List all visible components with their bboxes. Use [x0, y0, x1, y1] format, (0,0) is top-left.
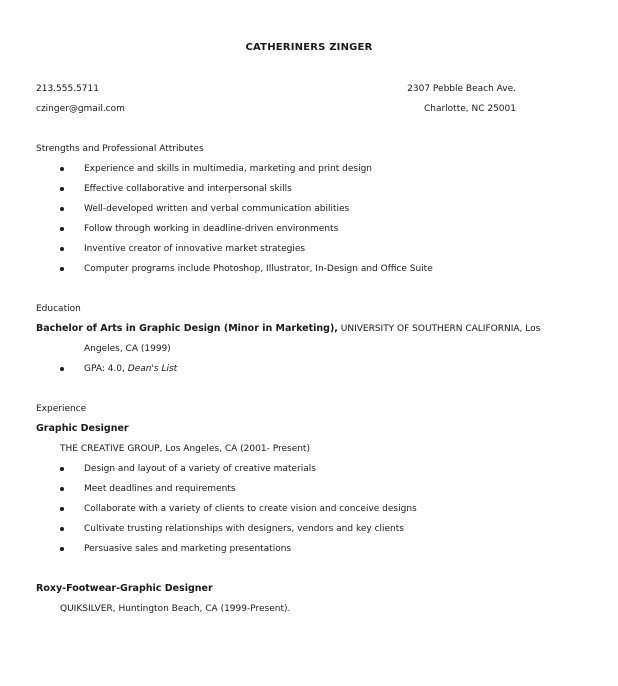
list-item-text: Meet deadlines and requirements [84, 484, 236, 494]
school-location: Angeles, CA (1999) [84, 344, 171, 354]
gpa-line [84, 363, 177, 375]
list-item-text: Collaborate with a variety of clients to create vision and conceive designs [84, 504, 417, 514]
list-item-text: Effective collaborative and interpersonal skills [84, 184, 292, 194]
job-title: Graphic Designer [36, 423, 129, 434]
bullet-icon [60, 267, 64, 271]
bullet-icon [60, 487, 64, 491]
honor-text: Dean's List [127, 364, 178, 374]
email-address: czinger@gmail.com [36, 104, 125, 114]
experience-heading: Experience [36, 404, 87, 414]
list-item-text: Well-developed written and verbal communication abilities [84, 204, 350, 214]
bullet-icon [60, 207, 64, 211]
list-item-text: Persuasive sales and marketing presentations [84, 544, 292, 554]
list-item-text: Experience and skills in multimedia, marketing and print design [84, 164, 372, 174]
bullet-icon [60, 227, 64, 231]
bullet-icon [60, 247, 64, 251]
list-item-text: Design and layout of a variety of creative materials [84, 464, 316, 474]
employer-line: THE CREATIVE GROUP, Los Angeles, CA (2001- Present) [60, 444, 310, 454]
employer-line: QUIKSILVER, Huntington Beach, CA (1999-Present). [60, 604, 291, 614]
resume-name: CATHERINERS ZINGER [245, 42, 373, 53]
bullet-icon [60, 547, 64, 551]
address-line-1: 2307 Pebble Beach Ave. [407, 84, 516, 94]
strengths-heading: Strengths and Professional Attributes [36, 144, 204, 154]
bullet-icon [60, 507, 64, 511]
gpa-value: GPA: 4.0, [84, 364, 128, 374]
bullet-icon [60, 367, 64, 371]
list-item-text: Cultivate trusting relationships with designers, vendors and key clients [84, 524, 404, 534]
address-line-2: Charlotte, NC 25001 [423, 104, 516, 114]
degree-title: Bachelor of Arts in Graphic Design (Minor in Marketing), [36, 323, 338, 334]
job-title: Roxy-Footwear-Graphic Designer [36, 583, 213, 594]
bullet-icon [60, 167, 64, 171]
education-heading: Education [36, 304, 81, 314]
list-item-text: Follow through working in deadline-driven environments [84, 224, 339, 234]
phone-number: 213.555.5711 [36, 84, 99, 94]
bullet-icon [60, 187, 64, 191]
list-item-text: Inventive creator of innovative market strategies [84, 244, 306, 254]
bullet-icon [60, 527, 64, 531]
degree-line [36, 323, 540, 335]
list-item-text: Computer programs include Photoshop, Illustrator, In-Design and Office Suite [84, 264, 433, 274]
school-name: UNIVERSITY OF SOUTHERN CALIFORNIA, Los [337, 324, 541, 334]
bullet-icon [60, 467, 64, 471]
